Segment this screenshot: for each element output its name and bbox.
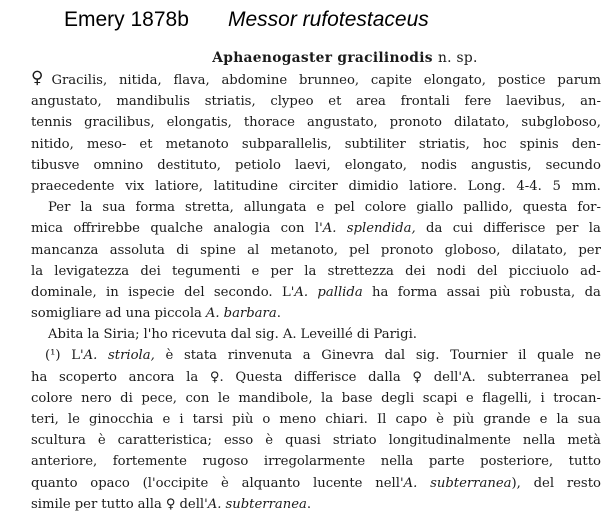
word: circiter [288, 178, 338, 194]
word: dal [230, 327, 252, 343]
word: la [80, 200, 93, 216]
word: pel [580, 369, 601, 385]
footnote-line [31, 494, 601, 515]
word: degli [381, 390, 415, 406]
word: (¹) [45, 348, 61, 364]
word: nero [81, 390, 112, 406]
word: latiore. [409, 178, 458, 194]
word: rinvenuta [227, 348, 293, 364]
word: barbara. [223, 306, 281, 322]
word: flava, [173, 73, 210, 88]
word: per [555, 221, 579, 237]
word: elongatis, [166, 115, 232, 131]
word: nella [380, 454, 414, 470]
word: tennis [31, 115, 73, 131]
word: meno [279, 412, 317, 427]
word: scapi [422, 390, 458, 406]
text-line [31, 218, 601, 239]
text-line [31, 176, 601, 197]
word: Ginevra [321, 348, 374, 364]
word: Abita [48, 327, 84, 343]
word: chiari. [325, 412, 368, 427]
word: nodi [436, 263, 466, 279]
word: striato [332, 433, 377, 449]
word: dell'A. [179, 496, 222, 512]
word: caratteristica; [117, 433, 212, 449]
word: assoluta [109, 242, 165, 258]
word: tarsi [192, 412, 224, 427]
word: è [97, 433, 106, 449]
word: ha [372, 284, 389, 300]
word: di [356, 327, 370, 343]
word: base [341, 390, 373, 406]
word: una [125, 306, 151, 322]
word: flagelli, [482, 390, 532, 406]
word: piccola [154, 306, 202, 322]
word: hoc [482, 136, 507, 152]
word: è [265, 433, 274, 449]
word: le [67, 412, 80, 427]
word: mica [31, 221, 63, 237]
word: meso- [86, 136, 127, 152]
word: levigatezza [54, 263, 130, 279]
word: posteriore, [480, 454, 554, 470]
word: mm. [571, 178, 601, 194]
word: con [185, 390, 210, 406]
text-line [31, 134, 601, 155]
word: strettezza [327, 263, 394, 279]
word: è [165, 348, 174, 364]
word: robusta, [519, 284, 576, 300]
word: nodis [421, 157, 457, 173]
word: longitudinalmente [388, 433, 511, 449]
word: da [584, 284, 601, 300]
word: e [539, 412, 548, 427]
word: latitudine [213, 178, 279, 194]
word: colore [31, 390, 73, 406]
word: sua [102, 200, 126, 216]
word: subparallelis, [241, 136, 332, 152]
word: capo [395, 412, 428, 427]
word: subtiliter [344, 136, 406, 152]
text-line [31, 240, 601, 261]
word: Parigi. [373, 327, 417, 343]
word: pel [334, 200, 355, 216]
word: lucente [312, 475, 363, 491]
word: Siria; [103, 327, 140, 343]
word: angustato, [306, 115, 378, 131]
word: pallido, [463, 200, 513, 216]
word: capite [370, 73, 412, 88]
word: dalla [368, 369, 401, 385]
word: giallo [416, 200, 454, 216]
word: subgloboso, [521, 115, 601, 131]
word: ancora [128, 369, 175, 385]
species-title [31, 50, 601, 66]
word: e [251, 263, 260, 279]
word: qualche [150, 221, 204, 237]
word: o [262, 412, 271, 427]
word: striola, [108, 348, 155, 364]
word: nitida, [118, 73, 162, 88]
word: picciuolo [508, 263, 569, 279]
text-line [31, 155, 601, 176]
word: l'A. [314, 221, 337, 237]
word: Long. [467, 178, 506, 194]
word: più [232, 412, 254, 427]
word: irregolarmente [263, 454, 366, 470]
word: dell'A. [433, 369, 476, 385]
word: laevi, [294, 157, 331, 173]
word: cui [452, 221, 473, 237]
word: metanoto [165, 136, 229, 152]
word: di [176, 242, 189, 258]
word: subterranea. [225, 496, 312, 512]
word: A. [205, 306, 220, 322]
word: mancanza [31, 242, 99, 258]
word: nella [522, 433, 556, 449]
footnote-line [31, 345, 601, 366]
word: i [540, 390, 545, 406]
word: angustis, [470, 157, 532, 173]
word: Gracilis, [51, 73, 108, 88]
word: grande [483, 412, 531, 427]
word: et [328, 94, 342, 110]
word: metà [567, 433, 601, 449]
word: le [217, 390, 230, 406]
word: scoperto [59, 369, 117, 385]
word: L'A. [281, 284, 309, 300]
document-body [31, 50, 601, 515]
word: pallida [317, 284, 363, 300]
word: subterranea), [430, 475, 521, 491]
word: area [356, 94, 386, 110]
word: sig. [255, 327, 279, 343]
word: tutto [568, 454, 601, 470]
word: esso [223, 433, 254, 449]
word: la [31, 263, 44, 279]
word: praecedente [31, 178, 115, 194]
word: secondo. [213, 284, 273, 300]
text-line [31, 112, 601, 133]
word: pece, [141, 390, 177, 406]
word: parum [557, 73, 601, 88]
word: colore [364, 200, 407, 216]
word: tegumenti [171, 263, 241, 279]
word: l'ho [143, 327, 168, 343]
word: la [87, 327, 100, 343]
word: omnino [93, 157, 144, 173]
word: il [518, 348, 527, 364]
word: abdomine [221, 73, 288, 88]
word: parte [428, 454, 465, 470]
word: an- [580, 94, 601, 110]
word: ♀. [209, 369, 224, 385]
word: sua [577, 412, 601, 427]
word: nitido, [31, 136, 74, 152]
word: del [477, 263, 498, 279]
author-year-label: Emery 1878b [64, 8, 189, 31]
word: sig. [415, 348, 440, 364]
word: differisce [483, 221, 546, 237]
new-species-marker: n. sp. [437, 50, 478, 66]
word: destituto, [157, 157, 221, 173]
word: e [316, 200, 325, 216]
word: mandibulis [116, 94, 191, 110]
word: al [247, 242, 260, 258]
text-line [31, 324, 601, 345]
word: elongato, [423, 73, 486, 88]
word: striatis, [418, 136, 470, 152]
word: fortemente [112, 454, 187, 470]
word: differisce [294, 369, 357, 385]
word: anteriore, [31, 454, 98, 470]
word: tutto [101, 496, 134, 512]
word: subterranea [487, 369, 569, 385]
word: Il [376, 412, 387, 427]
word: A. [282, 327, 297, 343]
word: alquanto [241, 475, 301, 491]
word: per [270, 263, 294, 279]
word: quasi [285, 433, 321, 449]
word: ♀ [165, 496, 176, 512]
word: Leveillé [300, 327, 353, 343]
word: dilatato, [511, 242, 568, 258]
word: e [465, 390, 474, 406]
word: pel [349, 242, 370, 258]
word: dominale, [31, 284, 97, 300]
word: opaco [90, 475, 130, 491]
text-line [31, 70, 601, 91]
word: (l'occipite [142, 475, 209, 491]
word: del [533, 475, 555, 491]
word: da [426, 221, 443, 237]
text-line [31, 261, 601, 282]
word: den- [571, 136, 601, 152]
word: trocan- [553, 390, 601, 406]
word: assai [446, 284, 481, 300]
word: postice [497, 73, 546, 88]
word: 4-4. [516, 178, 542, 194]
word: pronoto [380, 242, 434, 258]
word: teri, [31, 412, 59, 427]
word: somigliare [31, 306, 102, 322]
word: splendida, [346, 221, 416, 237]
word: dilatato, [453, 115, 510, 131]
footnote-line [31, 367, 601, 388]
word: nell'A. [375, 475, 418, 491]
word: metanoto, [270, 242, 338, 258]
word: ne [584, 348, 601, 364]
word: la [321, 390, 334, 406]
word: è [221, 475, 229, 491]
word: Questa [235, 369, 283, 385]
line-text [51, 70, 601, 91]
word: simile [31, 496, 71, 512]
word: ha [31, 369, 48, 385]
word: dimidio [348, 178, 399, 194]
footnote-line [31, 409, 601, 430]
word: clypeo [270, 94, 314, 110]
word: pronoto [389, 115, 442, 131]
word: del [184, 284, 205, 300]
word: per [578, 242, 601, 258]
word: striatis, [204, 94, 256, 110]
word: più [489, 284, 511, 300]
word: secundo [545, 157, 601, 173]
word: for- [577, 200, 601, 216]
word: vix [125, 178, 145, 194]
word: allungata [243, 200, 307, 216]
word: alla [137, 496, 162, 512]
footnote-line [31, 451, 601, 472]
word: elongato, [344, 157, 407, 173]
word: frontali [400, 94, 450, 110]
female-symbol: ♀ [31, 68, 44, 88]
word: offrirebbe [73, 221, 140, 237]
word: forma [135, 200, 176, 216]
word: et [139, 136, 153, 152]
word: ispecie [128, 284, 175, 300]
word: la [304, 263, 317, 279]
footnote-line [31, 473, 601, 494]
word: laevibus, [505, 94, 566, 110]
word: stretta, [184, 200, 234, 216]
species-label: Messor rufotestaceus [228, 8, 429, 31]
word: quale [537, 348, 574, 364]
word: questa [522, 200, 568, 216]
text-line [31, 303, 601, 324]
word: per [74, 496, 98, 512]
word: i [179, 412, 184, 427]
word: scultura [31, 433, 86, 449]
word: rugoso [202, 454, 249, 470]
word: dei [140, 263, 161, 279]
word: thorace [243, 115, 295, 131]
word: in [106, 284, 119, 300]
word: più [453, 412, 475, 427]
word: ♀ [412, 369, 423, 385]
word: petiolo [235, 157, 281, 173]
word: a [302, 348, 311, 364]
word: brunneo, [298, 73, 360, 88]
word: angustato, [31, 94, 102, 110]
word: ad [105, 306, 122, 322]
word: dei [405, 263, 426, 279]
word: la [186, 369, 199, 385]
word: L'A. [71, 348, 98, 364]
word: mandibole, [238, 390, 313, 406]
word: latiore, [155, 178, 203, 194]
footnote-line [31, 430, 601, 451]
word: Per [48, 200, 71, 216]
word: di [120, 390, 133, 406]
word: fere [464, 94, 492, 110]
page-header [0, 8, 614, 36]
text-line [31, 282, 601, 303]
word: stata [183, 348, 218, 364]
word: dal [384, 348, 406, 364]
word: Tournier [450, 348, 508, 364]
word: quanto [31, 475, 78, 491]
word: forma [397, 284, 438, 300]
word: analogia [213, 221, 271, 237]
word: la [588, 221, 601, 237]
word: 5 [552, 178, 561, 194]
word: resto [566, 475, 601, 491]
word: con [280, 221, 305, 237]
species-name: Aphaenogaster gracilinodis [212, 50, 433, 66]
text-line [31, 197, 601, 218]
word: ad- [580, 263, 601, 279]
word: è [436, 412, 444, 427]
word: e [162, 412, 171, 427]
word: ginocchia [88, 412, 154, 427]
word: tibusve [31, 157, 80, 173]
word: ricevuta [171, 327, 227, 343]
word: spine [200, 242, 236, 258]
word: globoso, [444, 242, 501, 258]
word: spinis [519, 136, 559, 152]
word: la [556, 412, 569, 427]
footnote-line [31, 388, 601, 409]
word: gracilibus, [84, 115, 155, 131]
text-line [31, 91, 601, 112]
